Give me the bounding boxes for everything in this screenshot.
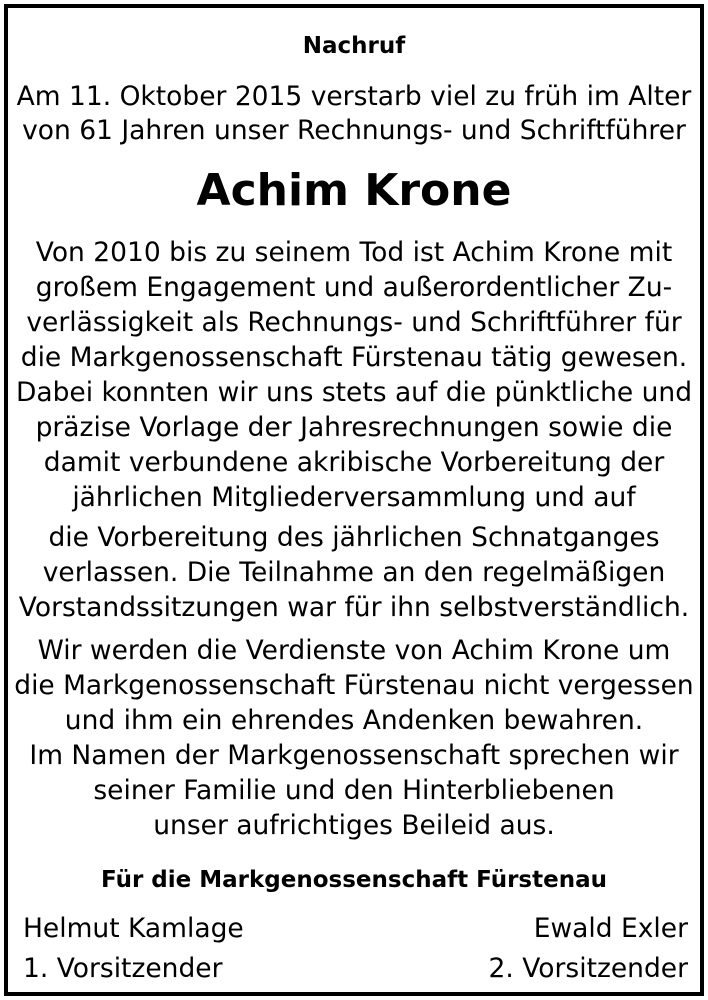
paragraph1-line: präzise Vorlage der Jahresrechnungen sowie die [35, 412, 673, 443]
paragraph1-line: verlässigkeit als Rechnungs- und Schriftführer für [26, 307, 682, 338]
signatory-1-role: 1. Vorsitzender [23, 953, 223, 984]
paragraph2-line: seiner Familie und den Hinterbliebenen [93, 775, 615, 806]
signatory-1-name: Helmut Kamlage [23, 913, 244, 944]
deceased-name: Achim Krone [196, 165, 512, 216]
paragraph1-line: Dabei konnten wir uns stets auf die pünktliche und [15, 377, 693, 408]
paragraph2-line: die Markgenossenschaft Fürstenau nicht vergessen [14, 670, 694, 701]
paragraph1-line: die Vorbereitung des jährlichen Schnatganges [48, 522, 660, 553]
paragraph2-line: unser aufrichtiges Beileid aus. [153, 810, 555, 841]
paragraph2-line: Wir werden die Verdienste von Achim Krone um [37, 635, 671, 666]
paragraph2-line: Im Namen der Markgenossenschaft sprechen wir [29, 740, 679, 771]
paragraph1-line: jährlichen Mitgliederversammlung und auf [72, 482, 636, 513]
intro-line: von 61 Jahren unser Rechnungs- und Schriftführer [22, 115, 686, 146]
paragraph1-line: großem Engagement und außerordentlicher Zu- [35, 272, 673, 303]
paragraph2-line: und ihm ein ehrendes Andenken bewahren. [64, 705, 644, 736]
organization-line: Für die Markgenossenschaft Fürstenau [101, 867, 607, 893]
paragraph1-line: Von 2010 bis zu seinem Tod ist Achim Krone mit [35, 237, 673, 268]
obituary-frame [4, 4, 704, 996]
signatory-2-name: Ewald Exler [533, 913, 688, 944]
paragraph1-line: Vorstandssitzungen war für ihn selbstverständlich. [18, 592, 690, 623]
signatory-2-role: 2. Vorsitzender [488, 953, 688, 984]
paragraph1-line: damit verbundene akribische Vorbereitung der [43, 447, 665, 478]
paragraph1-line: die Markgenossenschaft Fürstenau tätig gewesen. [20, 342, 688, 373]
intro-line: Am 11. Oktober 2015 verstarb viel zu früh im Alter [16, 81, 692, 112]
paragraph1-line: verlassen. Die Teilnahme an den regelmäßigen [42, 557, 666, 588]
obituary-heading: Nachruf [302, 33, 406, 59]
